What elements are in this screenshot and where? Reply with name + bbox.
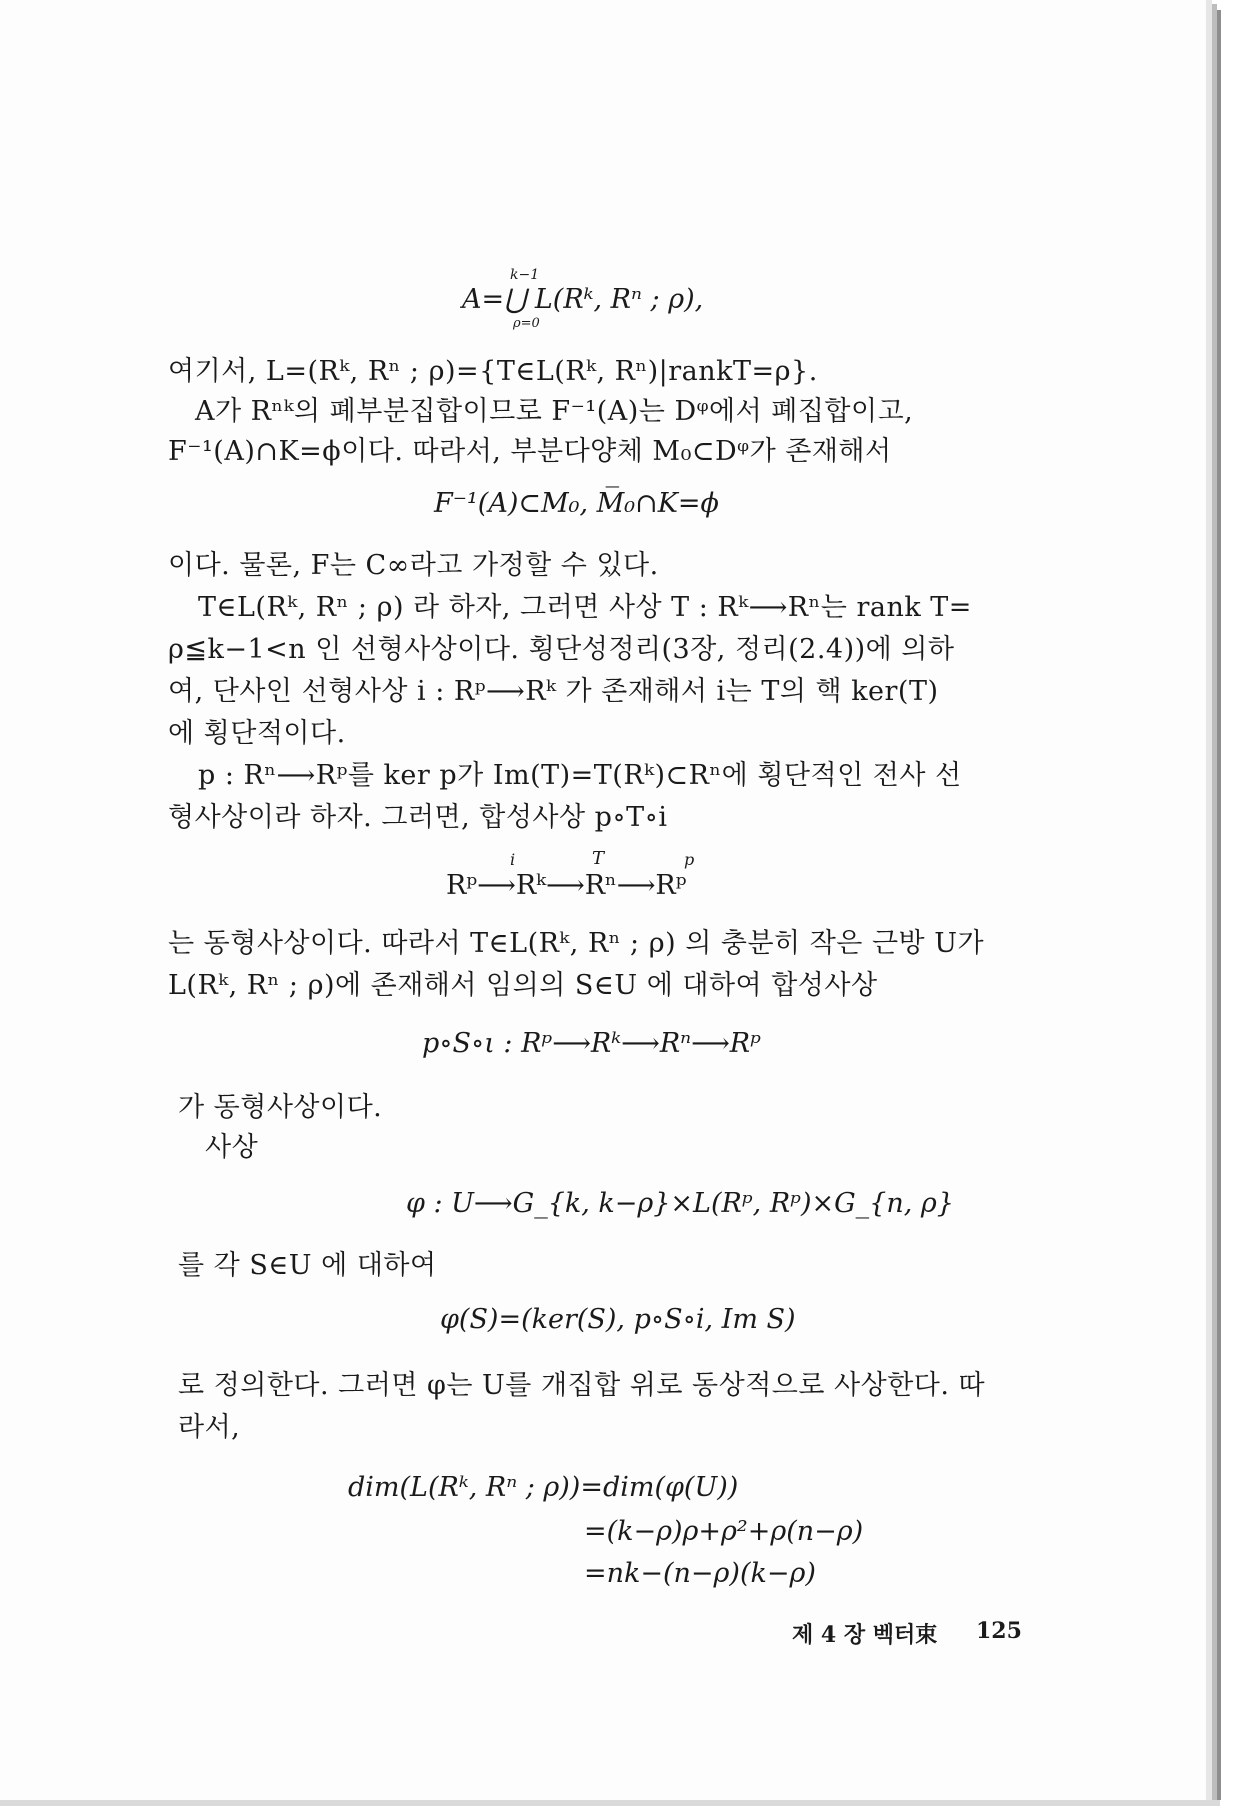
- text-line: A가 Rⁿᵏ의 폐부분집합이므로 F⁻¹(A)는 Dᵠ에서 폐집합이고,: [195, 396, 914, 427]
- text-line: F⁻¹(A)∩K=ϕ이다. 따라서, 부분다양체 M₀⊂Dᵠ가 존재해서: [168, 436, 892, 467]
- text-line: p : Rⁿ⟶Rᵖ를 ker p가 Im(T)=T(Rᵏ)⊂Rⁿ에 횡단적인 전사 선: [198, 760, 962, 791]
- equation-chain: Rᵖ⟶Rᵏ⟶Rⁿ⟶Rᵖ: [446, 870, 687, 901]
- equation-union: A=⋃ L(Rᵏ, Rⁿ ; ρ),: [462, 284, 704, 315]
- page-number: 125: [976, 1618, 1022, 1644]
- text-line: 로 정의한다. 그러면 φ는 U를 개집합 위로 동상적으로 사상한다. 따: [178, 1370, 986, 1401]
- text-line: 는 동형사상이다. 따라서 T∈L(Rᵏ, Rⁿ ; ρ) 의 충분히 작은 근방 U가: [168, 928, 985, 959]
- text-line: 에 횡단적이다.: [168, 718, 346, 749]
- text-line: 여, 단사인 선형사상 i : Rᵖ⟶Rᵏ 가 존재해서 i는 T의 핵 ker(T): [168, 676, 939, 707]
- union-upper-limit: k−1: [510, 267, 540, 283]
- text-line: ρ≦k−1<n 인 선형사상이다. 횡단성정리(3장, 정리(2.4))에 의하: [168, 634, 955, 665]
- text-line: 이다. 물론, F는 C∞라고 가정할 수 있다.: [168, 550, 659, 581]
- equation-phi-map: φ : U⟶G_{k, k−ρ}×L(Rᵖ, Rᵖ)×G_{n, ρ}: [406, 1188, 954, 1219]
- text-line: 여기서, L=(Rᵏ, Rⁿ ; ρ)={T∈L(Rᵏ, Rⁿ)|rankT=ρ}.: [168, 356, 818, 387]
- equation-f-inverse: F⁻¹(A)⊂M₀, M̅₀∩K=ϕ: [434, 488, 719, 519]
- text-line: L(Rᵏ, Rⁿ ; ρ)에 존재해서 임의의 S∈U 에 대하여 합성사상: [168, 970, 878, 1001]
- union-lower-limit: ρ=0: [513, 316, 540, 331]
- text-line: 가 동형사상이다.: [178, 1092, 383, 1123]
- equation-dim-1: dim(L(Rᵏ, Rⁿ ; ρ))=dim(φ(U)): [348, 1472, 739, 1503]
- arrow-label-t: T: [592, 848, 605, 869]
- text-line: 를 각 S∈U 에 대하여: [178, 1250, 437, 1281]
- chapter-footer: 제 4 장 벡터束: [792, 1622, 938, 1648]
- text-line: T∈L(Rᵏ, Rⁿ ; ρ) 라 하자, 그러면 사상 T : Rᵏ⟶Rⁿ는 rank T=: [198, 592, 972, 623]
- arrow-label-p: p: [684, 850, 695, 869]
- arrow-label-i: i: [510, 850, 516, 869]
- text-line: 라서,: [178, 1412, 241, 1443]
- page-shadow: [0, 1800, 1220, 1806]
- equation-dim-2: =(k−ρ)ρ+ρ²+ρ(n−ρ): [584, 1516, 864, 1547]
- text-line: 형사상이라 하자. 그러면, 합성사상 p∘T∘i: [168, 802, 668, 833]
- page-edge: [1217, 10, 1221, 1800]
- equation-dim-3: =nk−(n−ρ)(k−ρ): [584, 1558, 816, 1589]
- text-line: 사상: [205, 1132, 259, 1163]
- equation-composite: p∘S∘ι : Rᵖ⟶Rᵏ⟶Rⁿ⟶Rᵖ: [422, 1028, 761, 1059]
- equation-phi-def: φ(S)=(ker(S), p∘S∘i, Im S): [440, 1304, 796, 1335]
